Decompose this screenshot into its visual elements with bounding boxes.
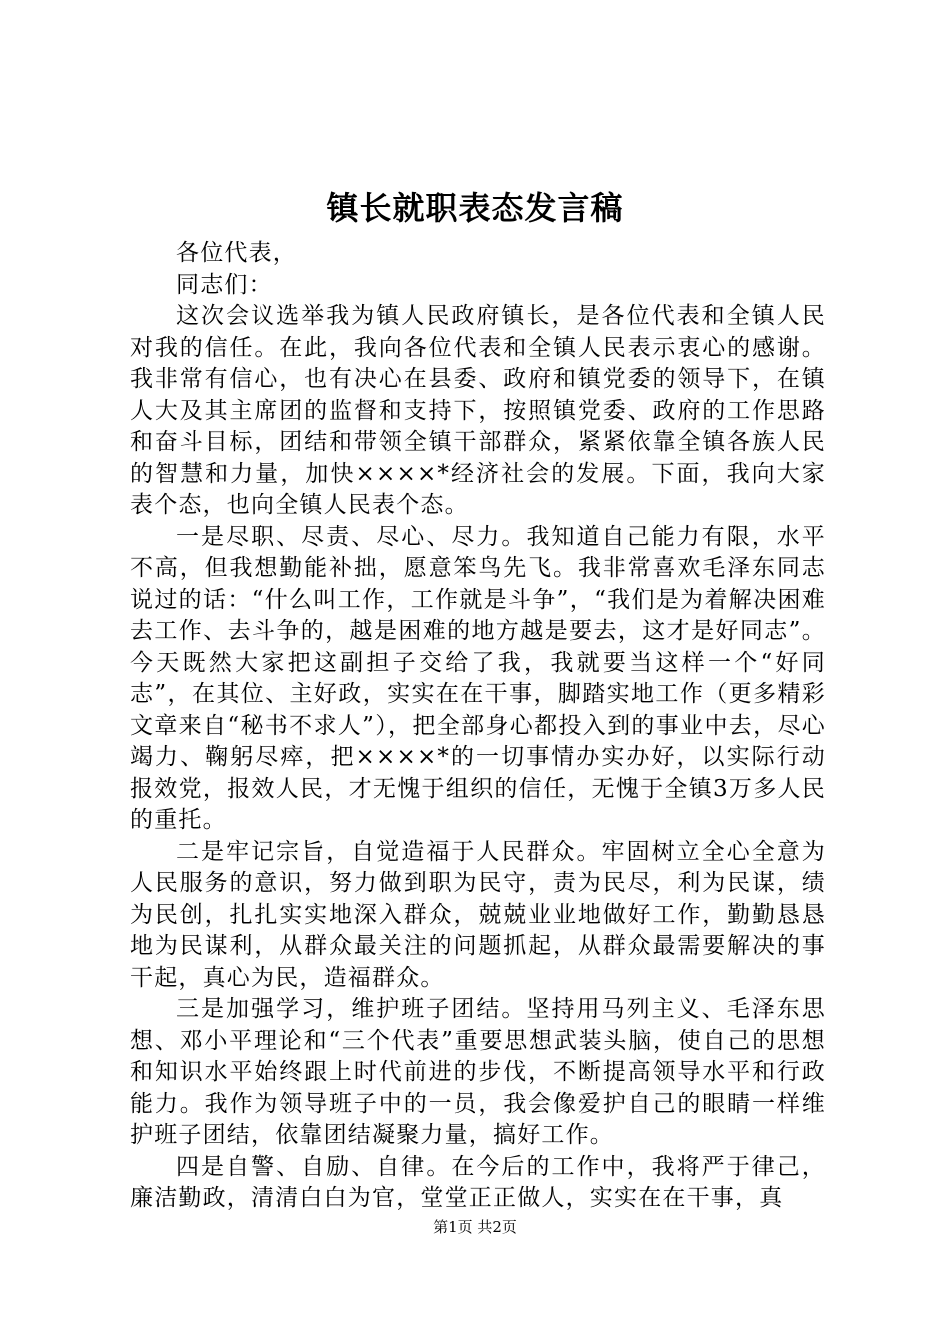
salutation-line: 各位代表， [176, 240, 297, 266]
body-paragraph: 这次会议选举我为镇人民政府镇长，是各位代表和全镇人民对我的信任。在此，我向各位代表和全镇人民表示衷心的感谢。我非常有信心，也有决心在县委、政府和镇党委的领导下，在镇人大及其主席团的监督和支持下，按照镇党委、政府的工作思路和奋斗目标，团结和带领全镇干部群众，紧紧依靠全镇各族人民的智慧和力量，加快××××*经济社会的发展。下面，我向大家表个态，也向全镇人民表个态。 [130, 303, 826, 518]
document-body [130, 238, 826, 1215]
body-paragraph: 一是尽职、尽责、尽心、尽力。我知道自己能力有限，水平不高，但我想勤能补拙，愿意笨鸟先飞。我非常喜欢毛泽东同志说过的话：“什么叫工作，工作就是斗争”，“我们是为着解决困难去工作、去斗争的，越是困难的地方越是要去，这才是好同志”。今天既然大家把这副担子交给了我，我就要当这样一个“好同志”，在其位、主好政，实实在在干事，脚踏实地工作（更多精彩文章来自“秘书不求人”），把全部身心都投入到的事业中去，尽心竭力、鞠躬尽瘁，把××××*的一切事情办实办好，以实际行动报效党，报效人民，才无愧于组织的信任，无愧于全镇3万多人民的重托。 [130, 523, 826, 833]
page-number-footer: 第1页 共2页 [433, 1218, 517, 1236]
body-paragraph: 四是自警、自励、自律。在今后的工作中，我将严于律己，廉洁勤政，清清白白为官，堂堂正正做人，实实在在干事，真 [130, 1153, 826, 1211]
salutation-line: 同志们： [176, 271, 273, 298]
document-title: 镇长就职表态发言稿 [326, 189, 624, 227]
body-paragraph: 三是加强学习，维护班子团结。坚持用马列主义、毛泽东思想、邓小平理论和“三个代表”重要思想武装头脑，使自己的思想和知识水平始终跟上时代前进的步伐，不断提高领导水平和行政能力。我作为领导班子中的一员，我会像爱护自己的眼睛一样维护班子团结，依靠团结凝聚力量，搞好工作。 [130, 996, 826, 1148]
body-paragraph: 二是牢记宗旨，自觉造福于人民群众。牢固树立全心全意为人民服务的意识，努力做到职为民守，责为民尽，利为民谋，绩为民创，扎扎实实地深入群众，兢兢业业地做好工作，勤勤恳恳地为民谋利，从群众最关注的问题抓起，从群众最需要解决的事干起，真心为民，造福群众。 [130, 838, 826, 991]
